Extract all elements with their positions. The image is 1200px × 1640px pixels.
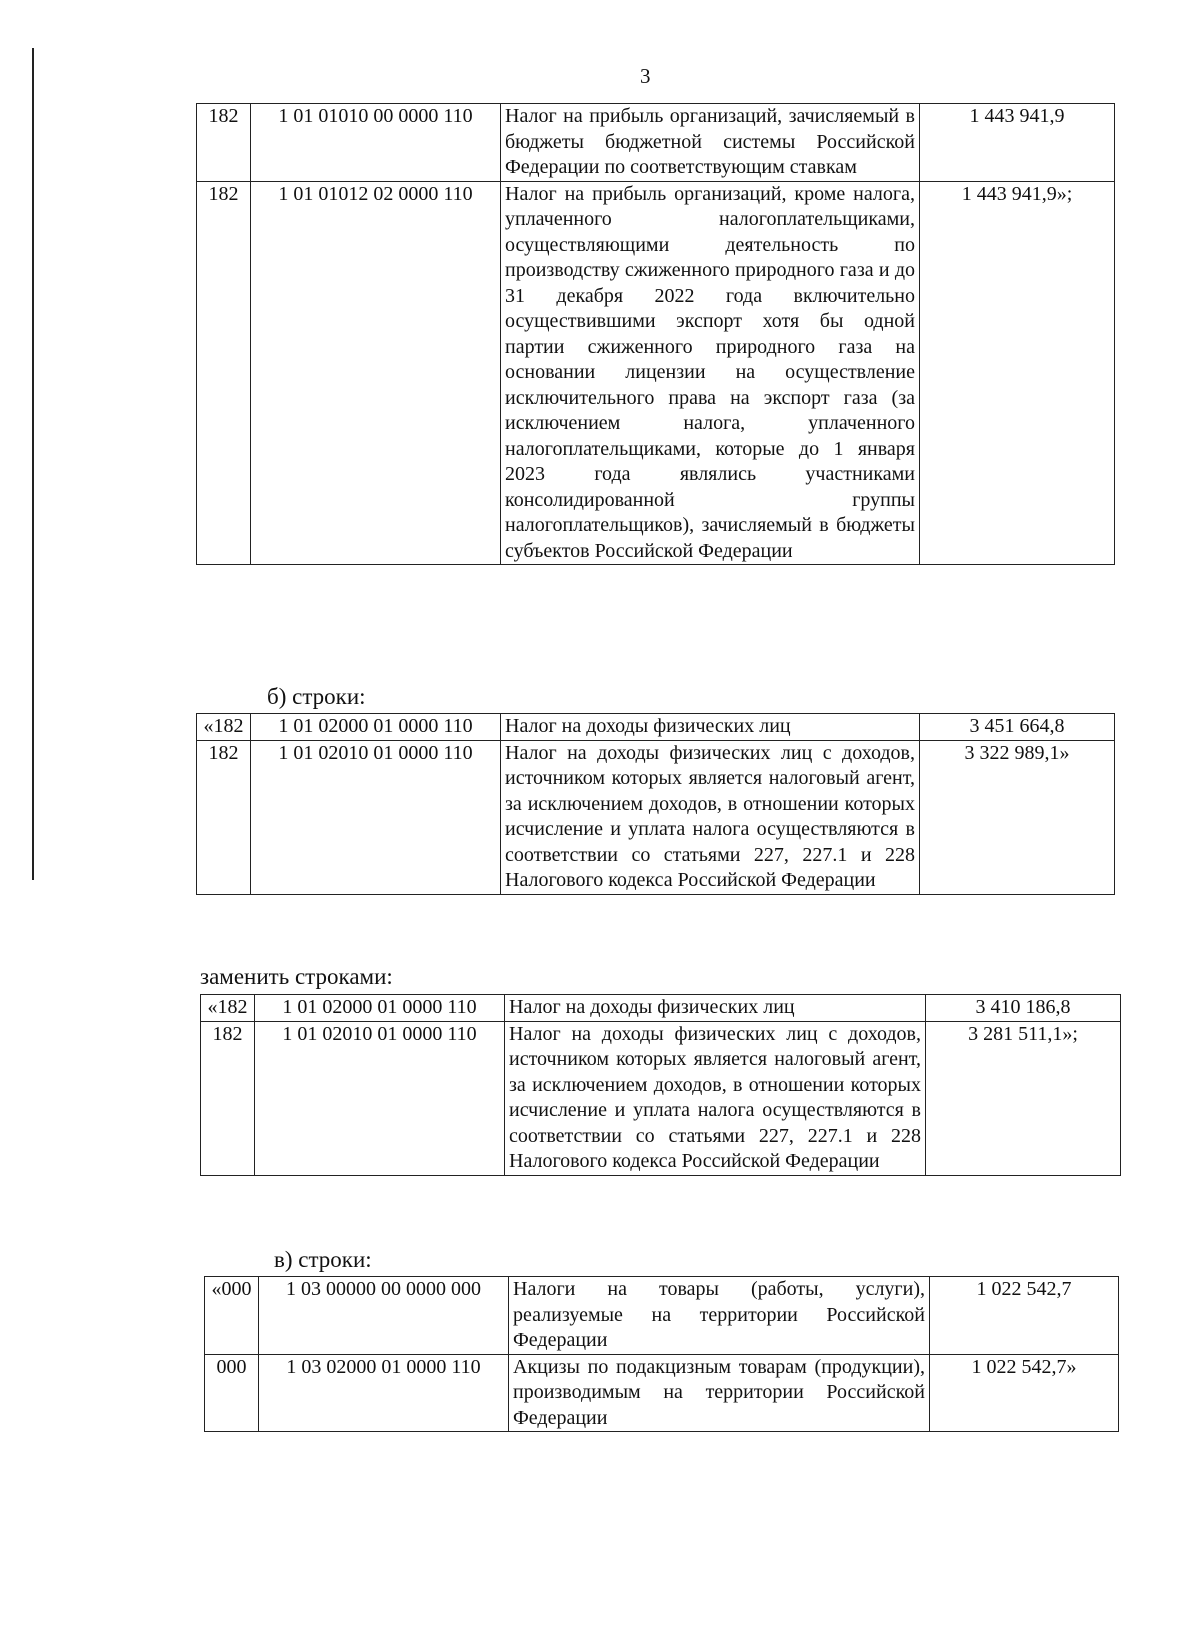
replace-heading: заменить строками: <box>200 964 393 989</box>
amount-cell: 3 410 186,8 <box>926 995 1121 1022</box>
table-row <box>197 714 1115 741</box>
admin-code-cell: 000 <box>205 1354 259 1432</box>
page-number: 3 <box>640 64 651 88</box>
table-row <box>205 1354 1119 1432</box>
table-row <box>201 995 1121 1022</box>
amount-cell: 3 322 989,1» <box>920 740 1115 894</box>
amount-cell: 1 443 941,9»; <box>920 181 1115 565</box>
revenue-name-cell: Налог на прибыль организаций, зачисляемый в бюджеты бюджетной системы Российской Федерации по соответствующим ставкам <box>501 104 920 182</box>
section-b-heading: б) строки: <box>267 684 366 709</box>
admin-code-cell: 182 <box>201 1021 255 1175</box>
kbk-code-cell: 1 03 00000 00 0000 000 <box>259 1277 509 1355</box>
kbk-code-cell: 1 01 02010 01 0000 110 <box>255 1021 505 1175</box>
income-tax-old-table <box>196 713 1115 895</box>
kbk-code-cell: 1 01 01010 00 0000 110 <box>251 104 501 182</box>
kbk-code-cell: 1 01 02000 01 0000 110 <box>251 714 501 741</box>
table-row <box>197 104 1115 182</box>
table-row <box>201 1021 1121 1175</box>
revenue-name-cell: Налоги на товары (работы, услуги), реализуемые на территории Российской Федерации <box>509 1277 930 1355</box>
amount-cell: 3 281 511,1»; <box>926 1021 1121 1175</box>
revenue-name-cell: Налог на прибыль организаций, кроме налога, уплаченного налогоплательщиками, осуществляющими деятельность по производству сжиженного природного газа и до 31 декабря 2022 года включительно осуществившими экспорт хотя бы одной партии сжиженного природного газа на основании лицензии на осуществление исключительного права на экспорт газа (за исключением налога, уплаченного налогоплательщиками, которые до 1 января 2023 года являлись участниками консолидированной группы налогоплательщиков), зачисляемый в бюджеты субъектов Российской Федерации <box>501 181 920 565</box>
revenue-name-cell: Налог на доходы физических лиц с доходов, источником которых является налоговый агент, за исключением доходов, в отношении которых исчисление и уплата налога осуществляются в соответствии со статьями 227, 227.1 и 228 Налогового кодекса Российской Федерации <box>505 1021 926 1175</box>
admin-code-cell: 182 <box>197 740 251 894</box>
amount-cell: 1 022 542,7 <box>930 1277 1119 1355</box>
amount-cell: 1 022 542,7» <box>930 1354 1119 1432</box>
kbk-code-cell: 1 03 02000 01 0000 110 <box>259 1354 509 1432</box>
amount-cell: 1 443 941,9 <box>920 104 1115 182</box>
section-c-heading: в) строки: <box>274 1247 372 1272</box>
revenue-name-cell: Налог на доходы физических лиц <box>501 714 920 741</box>
revenue-name-cell: Налог на доходы физических лиц с доходов, источником которых является налоговый агент, за исключением доходов, в отношении которых исчисление и уплата налога осуществляются в соответствии со статьями 227, 227.1 и 228 Налогового кодекса Российской Федерации <box>501 740 920 894</box>
excise-table <box>204 1276 1119 1432</box>
revenue-name-cell: Акцизы по подакцизным товарам (продукции), производимым на территории Российской Федерации <box>509 1354 930 1432</box>
revenue-name-cell: Налог на доходы физических лиц <box>505 995 926 1022</box>
admin-code-cell: 182 <box>197 181 251 565</box>
kbk-code-cell: 1 01 02010 01 0000 110 <box>251 740 501 894</box>
table-row <box>197 181 1115 565</box>
admin-code-cell: «182 <box>201 995 255 1022</box>
scan-margin-line <box>32 48 34 880</box>
kbk-code-cell: 1 01 02000 01 0000 110 <box>255 995 505 1022</box>
admin-code-cell: «182 <box>197 714 251 741</box>
amount-cell: 3 451 664,8 <box>920 714 1115 741</box>
profit-tax-table <box>196 103 1115 565</box>
admin-code-cell: «000 <box>205 1277 259 1355</box>
income-tax-new-table <box>200 994 1121 1176</box>
table-row <box>205 1277 1119 1355</box>
admin-code-cell: 182 <box>197 104 251 182</box>
kbk-code-cell: 1 01 01012 02 0000 110 <box>251 181 501 565</box>
table-row <box>197 740 1115 894</box>
